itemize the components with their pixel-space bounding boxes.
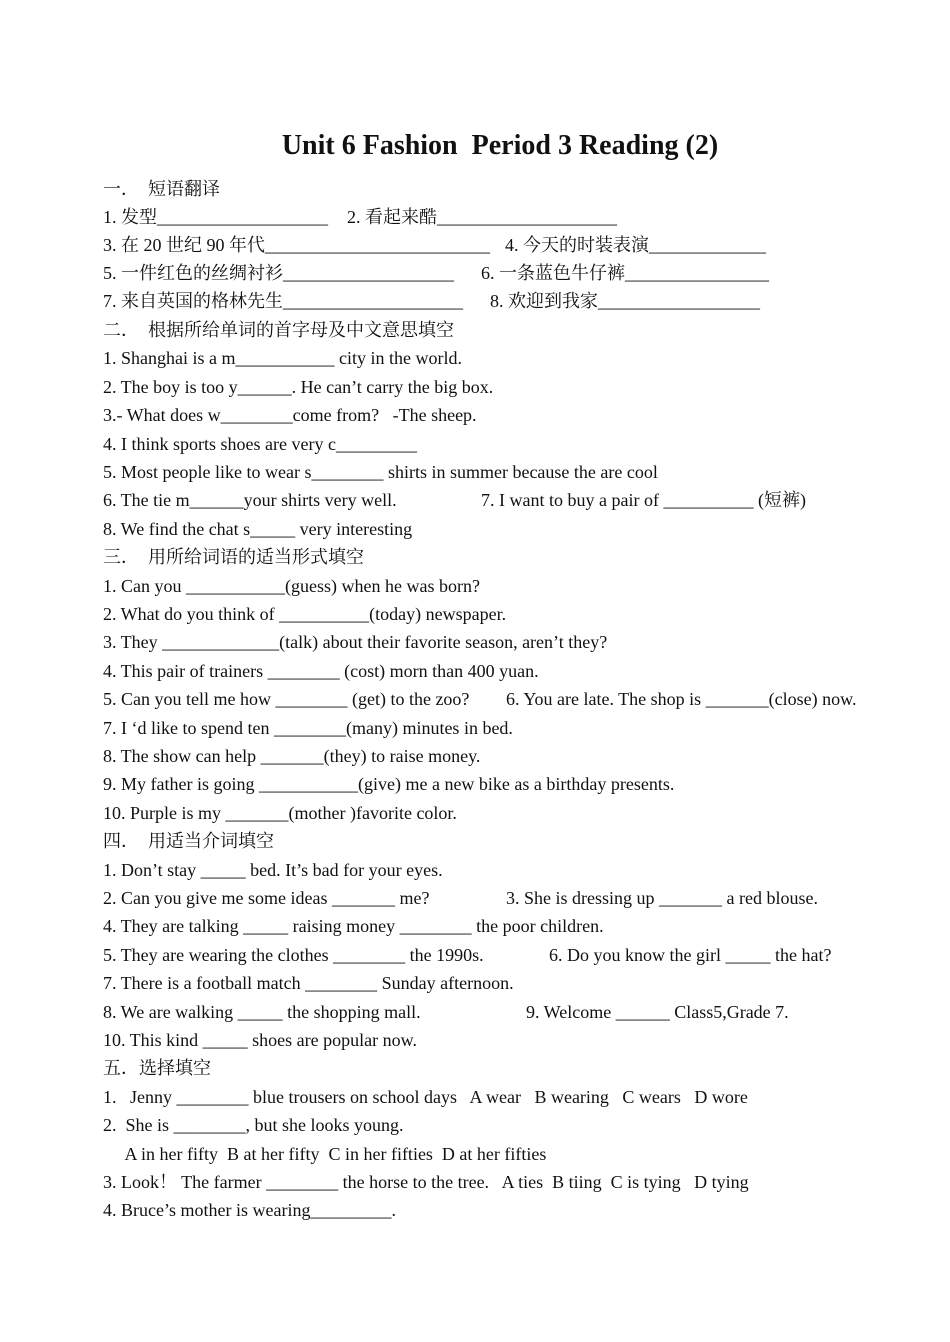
section-3-heading: 三． 用所给词语的适当形式填空 <box>103 547 364 567</box>
section-4-heading: 四． 用适当介词填空 <box>103 831 274 851</box>
item-6: 6. You are late. The shop is _______(close) now. <box>506 689 857 709</box>
section-4-line-1: 1. Don’t stay _____ bed. It’s bad for your eyes. <box>103 860 443 880</box>
item-2: 2. 看起来酷____________________ <box>347 207 617 227</box>
item-1: 1. 发型___________________ <box>103 207 328 227</box>
section-3-line-5 <box>103 688 857 712</box>
item-4: 4. 今天的时装表演_____________ <box>505 235 766 255</box>
section-4-line-3: 4. They are talking _____ raising money ________ the poor children. <box>103 916 604 936</box>
section-3-line-1: 1. Can you ___________(guess) when he was born? <box>103 576 480 596</box>
section-4-line-4 <box>103 944 832 968</box>
section-2-line-5: 5. Most people like to wear s________ shirts in summer because the are cool <box>103 462 658 482</box>
section-4-line-7: 10. This kind _____ shoes are popular now. <box>103 1030 417 1050</box>
item-8: 8. 欢迎到我家__________________ <box>490 291 760 311</box>
item-5: 5. Can you tell me how ________ (get) to the zoo? <box>103 689 470 709</box>
section-2-line-3: 3.- What does w________come from? -The sheep. <box>103 405 477 425</box>
section-3-line-6: 7. I ‘d like to spend ten ________(many) minutes in bed. <box>103 718 513 738</box>
section-3-line-8: 9. My father is going ___________(give) me a new bike as a birthday presents. <box>103 774 675 794</box>
section-1-line-2 <box>103 234 766 258</box>
section-5-line-3: A in her fifty B at her fifty C in her fifties D at her fifties <box>103 1144 547 1164</box>
item-5: 5. 一件红色的丝绸衬衫___________________ <box>103 263 454 283</box>
section-2-line-6 <box>103 489 806 513</box>
item-2: 2. Can you give me some ideas _______ me? <box>103 888 430 908</box>
section-3-line-4: 4. This pair of trainers ________ (cost) morn than 400 yuan. <box>103 661 539 681</box>
section-5-line-2: 2. She is ________, but she looks young. <box>103 1115 404 1135</box>
section-1-line-4 <box>103 290 760 314</box>
section-1-heading: 一． 短语翻译 <box>103 179 220 199</box>
section-2-line-2: 2. The boy is too y______. He can’t carry the big box. <box>103 377 494 397</box>
section-3-line-9: 10. Purple is my _______(mother )favorite color. <box>103 803 457 823</box>
item-3: 3. She is dressing up _______ a red blouse. <box>506 888 818 908</box>
section-3-line-7: 8. The show can help _______(they) to raise money. <box>103 746 481 766</box>
section-1-line-1 <box>103 206 617 230</box>
page-title: Unit 6 Fashion Period 3 Reading (2) <box>281 130 719 161</box>
section-5-heading: 五．选择填空 <box>103 1058 211 1078</box>
section-2-line-4: 4. I think sports shoes are very c_________ <box>103 434 417 454</box>
section-4-line-2 <box>103 887 818 911</box>
section-5-line-4: 3. Look！ The farmer ________ the horse to the tree. A ties B tiing C is tying D tying <box>103 1172 749 1192</box>
section-1-line-3 <box>103 262 769 286</box>
section-5-line-1: 1. Jenny ________ blue trousers on school days A wear B wearing C wears D wore <box>103 1087 748 1107</box>
section-5-line-5: 4. Bruce’s mother is wearing_________. <box>103 1200 396 1220</box>
item-7: 7. I want to buy a pair of __________ (短裤) <box>481 490 806 510</box>
section-4-line-5: 7. There is a football match ________ Sunday afternoon. <box>103 973 514 993</box>
item-6: 6. Do you know the girl _____ the hat? <box>549 945 832 965</box>
item-7: 7. 来自英国的格林先生____________________ <box>103 291 463 311</box>
item-6: 6. 一条蓝色牛仔裤________________ <box>481 263 769 283</box>
item-8: 8. We are walking _____ the shopping mall. <box>103 1002 421 1022</box>
section-4-line-6 <box>103 1001 789 1025</box>
section-2-line-7: 8. We find the chat s_____ very interesting <box>103 519 413 539</box>
section-3-line-2: 2. What do you think of __________(today) newspaper. <box>103 604 507 624</box>
section-2-heading: 二． 根据所给单词的首字母及中文意思填空 <box>103 320 454 340</box>
section-2-line-1: 1. Shanghai is a m___________ city in the world. <box>103 348 462 368</box>
item-3: 3. 在 20 世纪 90 年代_________________________ <box>103 235 490 255</box>
item-6: 6. The tie m______your shirts very well. <box>103 490 397 510</box>
section-3-line-3: 3. They _____________(talk) about their favorite season, aren’t they? <box>103 632 608 652</box>
item-9: 9. Welcome ______ Class5,Grade 7. <box>526 1002 789 1022</box>
item-5: 5. They are wearing the clothes ________ the 1990s. <box>103 945 484 965</box>
